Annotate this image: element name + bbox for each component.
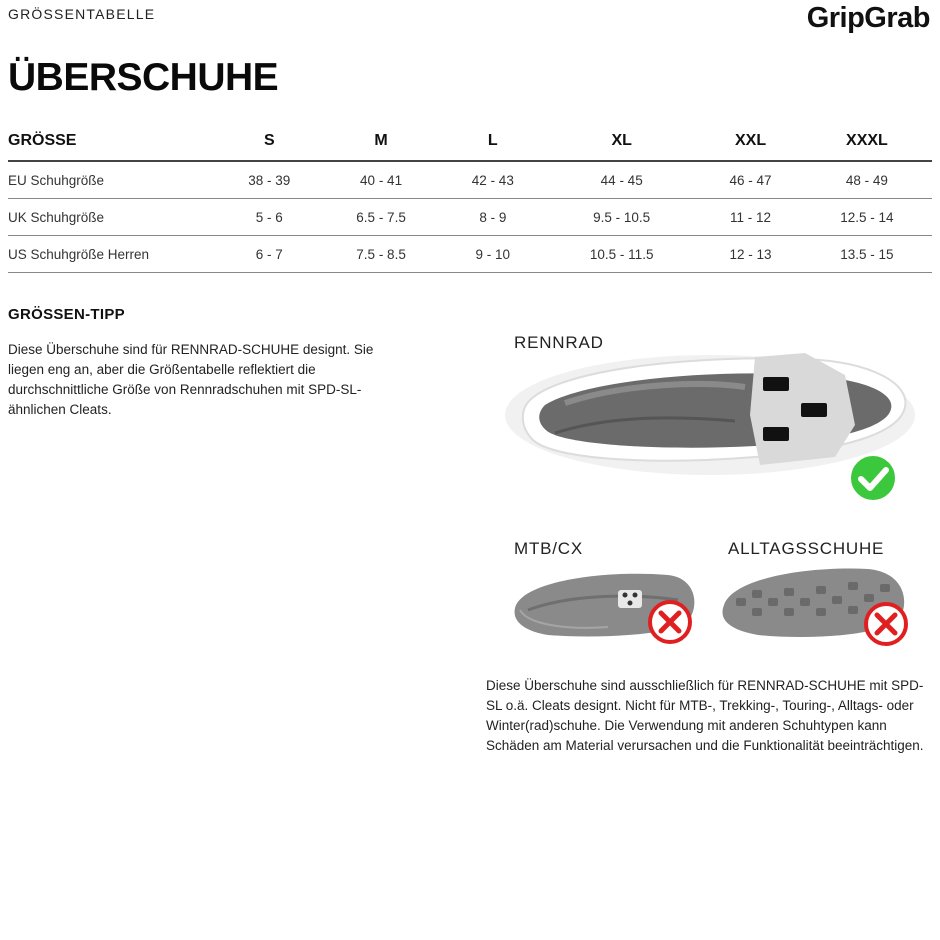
cross-icon (646, 598, 694, 646)
row-label: UK Schuhgröße (8, 199, 218, 236)
table-row (8, 161, 932, 199)
table-cell: 6.5 - 7.5 (321, 199, 442, 236)
mtb-shoe-label: MTB/CX (514, 539, 584, 558)
column-header-s: S (218, 122, 321, 161)
row-label: EU Schuhgröße (8, 161, 218, 199)
size-tip-text: Diese Überschuhe sind für RENNRAD-SCHUHE designt. Sie liegen eng an, aber die Größentabelle reflektiert die durchschnittliche Größe von Rennradschuhen mit SPD-SL-ähnlichen Cleats. (8, 342, 374, 417)
table-cell: 6 - 7 (218, 236, 321, 273)
page-title: ÜBERSCHUHE (8, 56, 279, 99)
compatibility-disclaimer: Diese Überschuhe sind ausschließlich für RENNRAD-SCHUHE mit SPD-SL o.ä. Cleats designt. Nicht für MTB-, Trekking-, Touring-, Alltags- oder Winter(rad)schuhe. Die Verwendung mit anderen Schuhtypen kann Schäden am Material verursachen und die Funktionalität beeinträchtigen. (486, 678, 924, 753)
table-row (8, 199, 932, 236)
table-cell: 12.5 - 14 (802, 199, 932, 236)
table-row (8, 236, 932, 273)
table-cell: 9 - 10 (442, 236, 545, 273)
table-cell: 10.5 - 11.5 (544, 236, 699, 273)
table-cell: 40 - 41 (321, 161, 442, 199)
cross-icon (862, 600, 910, 648)
table-cell: 44 - 45 (544, 161, 699, 199)
column-header-l: L (442, 122, 545, 161)
size-tip-title: GRÖSSEN-TIPP (8, 306, 125, 323)
column-header-m: M (321, 122, 442, 161)
table-cell: 12 - 13 (699, 236, 802, 273)
brand-logo: GripGrab (806, 2, 930, 34)
road-shoe-label: RENNRAD (514, 333, 604, 352)
page-kicker: GRÖSSENTABELLE (8, 6, 156, 22)
column-header-size: GRÖSSE (8, 122, 218, 161)
check-icon (848, 453, 898, 503)
table-cell: 9.5 - 10.5 (544, 199, 699, 236)
column-header-xl: XL (544, 122, 699, 161)
table-cell: 48 - 49 (802, 161, 932, 199)
casual-shoe-label: ALLTAGSSCHUHE (728, 539, 885, 558)
size-table (8, 122, 932, 273)
table-cell: 7.5 - 8.5 (321, 236, 442, 273)
table-cell: 5 - 6 (218, 199, 321, 236)
table-cell: 42 - 43 (442, 161, 545, 199)
table-cell: 46 - 47 (699, 161, 802, 199)
table-cell: 38 - 39 (218, 161, 321, 199)
table-cell: 13.5 - 15 (802, 236, 932, 273)
table-cell: 11 - 12 (699, 199, 802, 236)
table-cell: 8 - 9 (442, 199, 545, 236)
column-header-xxl: XXL (699, 122, 802, 161)
column-header-xxxl: XXXL (802, 122, 932, 161)
size-table-header-row (8, 122, 932, 161)
row-label: US Schuhgröße Herren (8, 236, 218, 273)
